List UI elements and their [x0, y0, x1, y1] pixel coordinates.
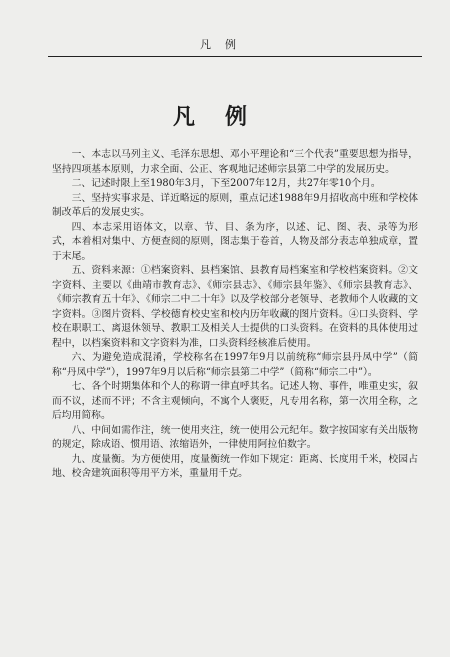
paragraph-guideline: 一、本志以马列主义、毛泽东思想、邓小平理论和“三个代表”重要思想为指导，坚持四项基本原则，力求全面、公正、客观地记述师宗县第二中学的发展历史。 — [52, 149, 418, 175]
page-title: 凡例 — [172, 104, 277, 130]
paragraph-sources: 五、资料来源：①档案资料、县档案馆、县教育局档案室和学校档案资料。②文字资料、主要以《曲靖市教育志》、《师宗县志》、《师宗县年鉴》、《师宗县教育志》、《师宗教育五十年》、《师宗二中二十年》以及学校部分老领导、老教师个人收藏的文字资料。③图片资料、学校德育校史室和校内历年收藏的图片资料。④口头资料、学校在职职工、离退休领导、教职工及相关人士提供的口头资料。在资料的具体使用过程中，以档案资料和文字资料为准，口头资料经核准后使用。 — [52, 265, 418, 349]
running-header: 凡例 — [200, 38, 250, 51]
body-text — [52, 148, 418, 482]
paragraph-style: 四、本志采用语体文，以章、节、目、条为序，以述、记、图、表、录等为形式，本着相对集中、方便查阅的原则，图志集于卷首，人物及部分表志单独成章，置于末尾。 — [52, 221, 418, 262]
header-rule — [48, 56, 422, 57]
paragraph-school-name: 六、为避免造成混淆，学校称名在1997年9月以前统称“师宗县丹凤中学”（简称“丹凤中学”），1997年9月以后称“师宗县第二中学”（简称“师宗二中”）。 — [52, 352, 418, 378]
paragraph-notes: 八、中间如需作注，统一使用夹注，统一使用公元纪年。数字按国家有关出版物的规定，除成语、惯用语、浓缩语外，一律使用阿拉伯数字。 — [52, 424, 418, 450]
paragraph-units: 九、度量衡。为方便使用，度量衡统一作如下规定：距离、长度用千米，校园占地、校舍建筑面积等用平方米，重量用千克。 — [52, 453, 418, 479]
paragraph-naming: 七、各个时期集体和个人的称谓一律直呼其名。记述人物、事件，唯重史实，叙而不议，述而不评；不含主观倾向，不寓个人褒贬，凡专用名称，第一次用全称，之后均用简称。 — [52, 381, 418, 421]
paragraph-time-range: 二、记述时限上至1980年3月，下至2007年12月，共27年零10个月。 — [71, 178, 381, 189]
paragraph-principle: 三、坚持实事求是、详近略远的原则，重点记述1988年9月招收高中班和学校体制改革后的发展史实。 — [52, 192, 418, 218]
